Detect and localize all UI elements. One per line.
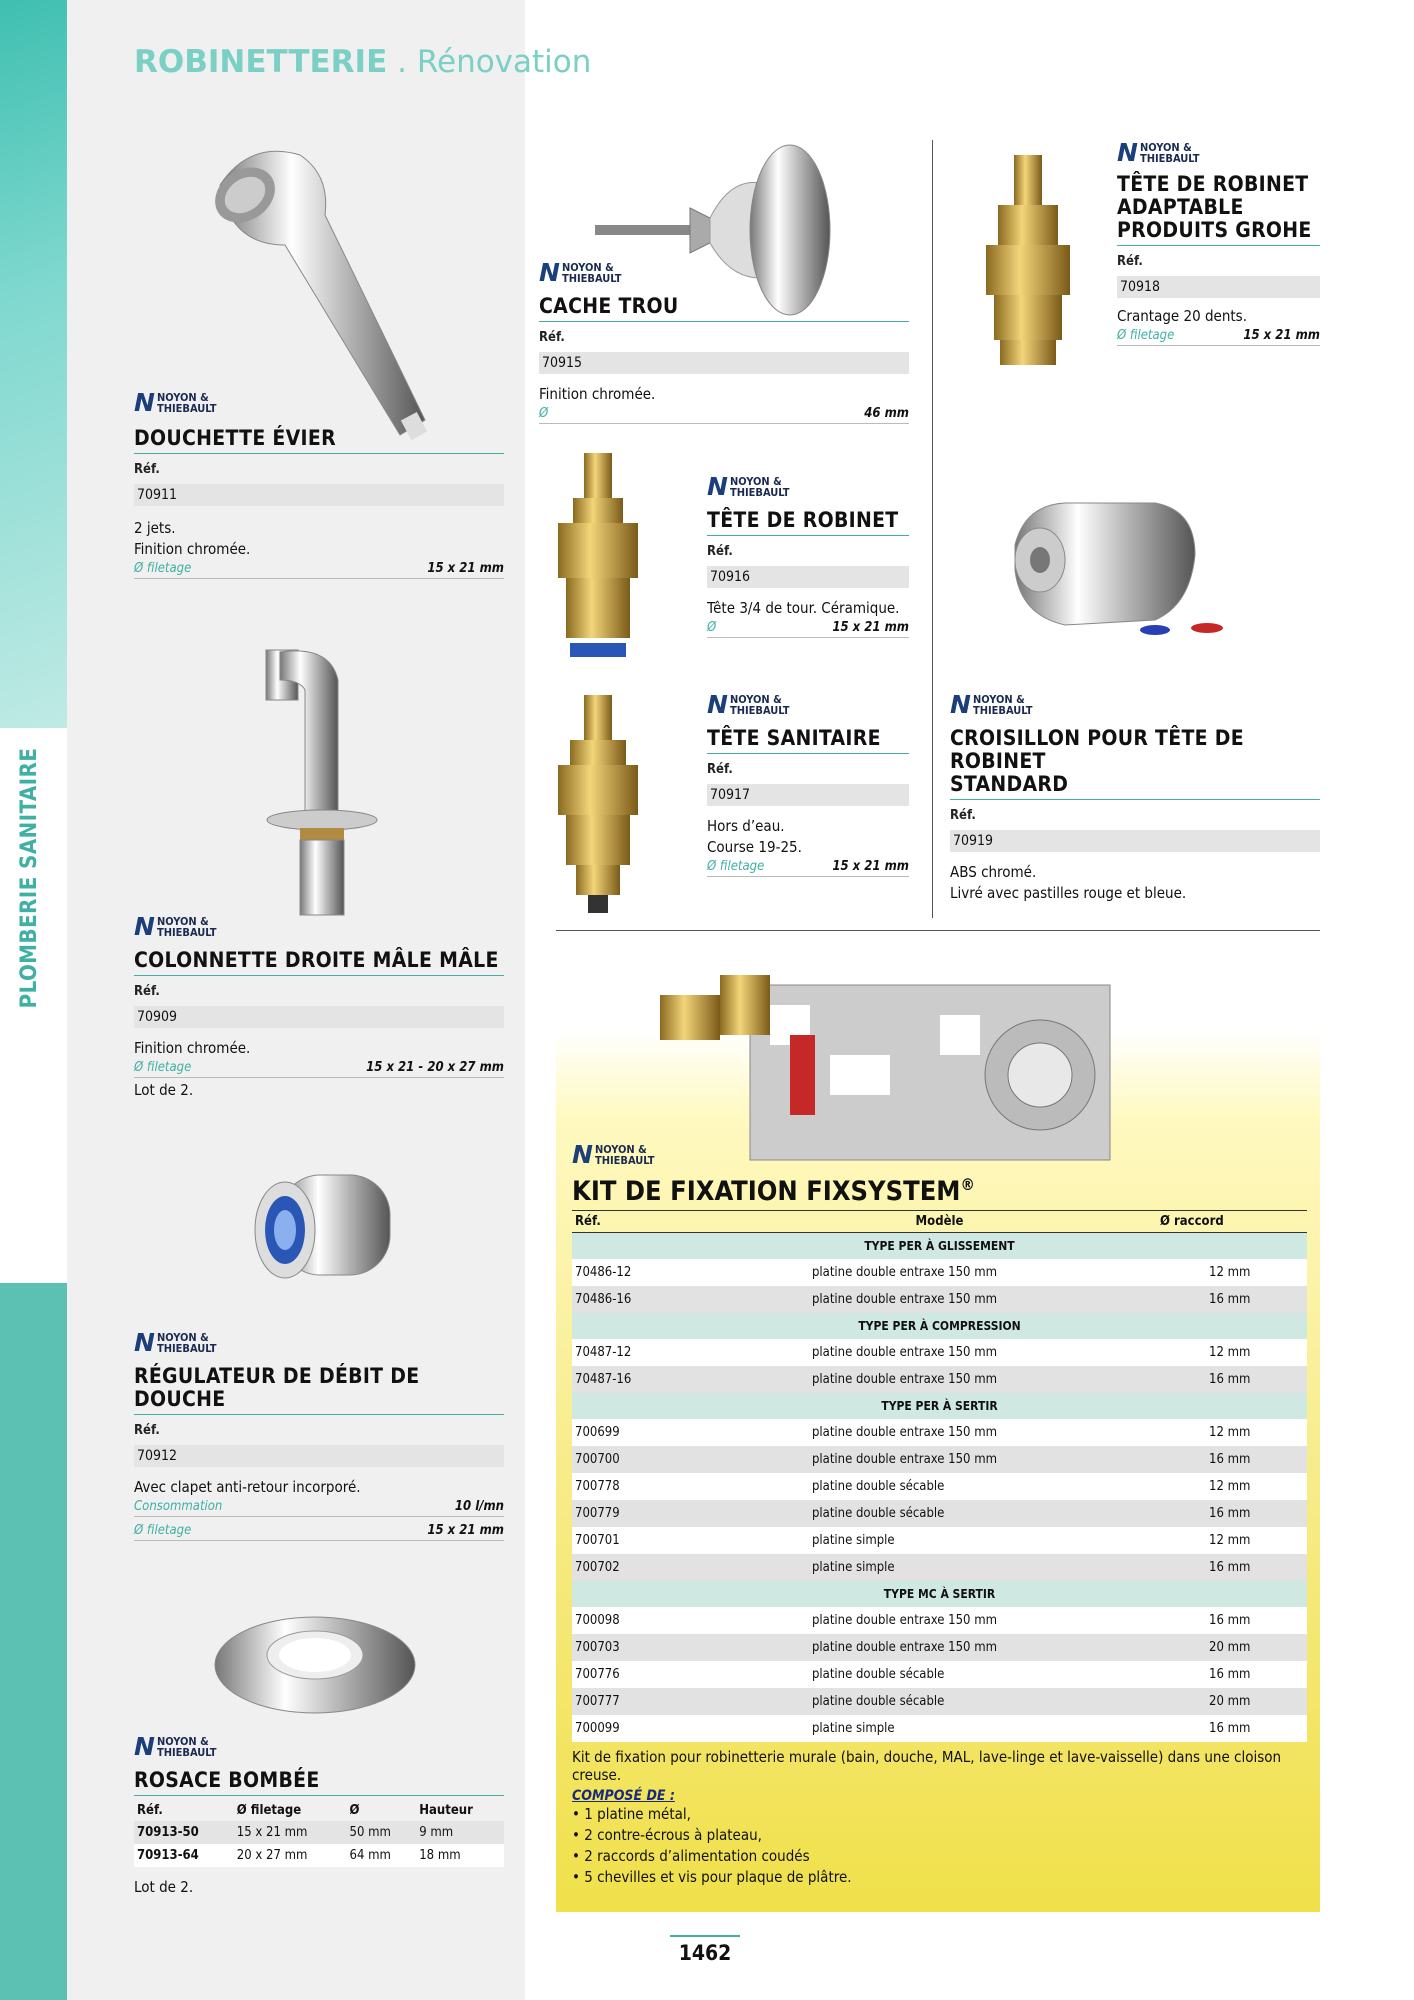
rosace-photo [210, 1600, 420, 1720]
title-line: CROISILLON POUR TÊTE DE ROBINET [950, 726, 1244, 773]
brand-logo [950, 690, 1320, 719]
page-title-main: ROBINETTERIE [134, 44, 388, 80]
kit-items [572, 1804, 1307, 1888]
col-filetage: Ø filetage [236, 1803, 302, 1818]
product-title: ROSACE BOMBÉE [134, 1769, 504, 1796]
croisillon-photo [1005, 495, 1235, 640]
cell: 50 mm [347, 1821, 417, 1844]
cell-modele: platine simple [722, 1715, 1157, 1742]
product-title [1117, 173, 1320, 246]
cell-modele: platine double sécable [722, 1473, 1157, 1500]
spec-row [707, 619, 909, 638]
brand-line2: THIEBAULT [156, 925, 217, 939]
brand-mark: N [134, 388, 153, 417]
spec-key: Ø filetage [134, 561, 192, 576]
rosace-table [134, 1800, 504, 1867]
cell-ref: 700701 [572, 1527, 722, 1554]
spec-value: 15 x 21 mm [832, 620, 909, 635]
spec-key: Ø [539, 406, 549, 421]
brand-logo [539, 258, 909, 287]
page-title [134, 44, 591, 80]
product-title: CACHE TROU [539, 295, 909, 322]
cell-ref: 70486-16 [572, 1286, 722, 1313]
spec-row [1117, 327, 1320, 346]
list-item-text: 2 raccords d’alimentation coudés [584, 1846, 810, 1865]
spec-value: 15 x 21 mm [427, 561, 504, 576]
spec-key: Ø filetage [1117, 328, 1175, 343]
cell-ref: 70487-16 [572, 1366, 722, 1393]
brand-line2: THIEBAULT [1139, 151, 1200, 165]
cell-ref: 700778 [572, 1473, 722, 1500]
colonnette-photo [260, 640, 380, 920]
product-title: RÉGULATEUR DE DÉBIT DE DOUCHE [134, 1365, 504, 1415]
cell-ref: 700702 [572, 1554, 722, 1581]
cell-modele: platine double entraxe 150 mm [722, 1446, 1157, 1473]
cell-raccord: 12 mm [1157, 1339, 1307, 1366]
cell-modele: platine double entraxe 150 mm [722, 1286, 1157, 1313]
kit-block [572, 1140, 1307, 1888]
ref-label: Réf. [539, 330, 565, 345]
spec-value: 10 l/mn [454, 1499, 504, 1514]
cell-ref: 700099 [572, 1715, 722, 1742]
brand-line2: THIEBAULT [729, 485, 790, 499]
colonnette-block [134, 912, 504, 1101]
cell-raccord: 16 mm [1157, 1500, 1307, 1527]
ref-label: Réf. [134, 462, 160, 477]
spec-row [134, 1522, 504, 1541]
brand-line1: NOYON & [729, 692, 782, 706]
cell-raccord: 16 mm [1157, 1607, 1307, 1634]
table-row [572, 1366, 1307, 1393]
product-desc: Hors d’eau. [707, 817, 785, 835]
list-item: • 1 platine métal, [572, 1804, 691, 1823]
list-item-text: 2 contre-écrous à plateau, [584, 1825, 762, 1844]
tete-grohe-photo [978, 150, 1078, 370]
section-label: TYPE PER À COMPRESSION [572, 1313, 1307, 1339]
ref-value: 70915 [539, 352, 909, 374]
spec-key: Ø filetage [707, 859, 765, 874]
ref-value: 70912 [134, 1445, 504, 1467]
spec-value: 15 x 21 - 20 x 27 mm [366, 1060, 504, 1075]
product-desc: Finition chromée. [134, 540, 251, 558]
cell-modele: platine simple [722, 1527, 1157, 1554]
cell-modele: platine double entraxe 150 mm [722, 1259, 1157, 1286]
title-line: STANDARD [950, 772, 1069, 796]
brand-line1: NOYON & [729, 474, 782, 488]
brand-mark: N [1117, 138, 1136, 167]
list-item: • 2 raccords d’alimentation coudés [572, 1846, 810, 1865]
table-section-row [572, 1581, 1307, 1607]
brand-line1: NOYON & [561, 260, 614, 274]
product-title: TÊTE SANITAIRE [707, 727, 909, 754]
cell: 18 mm [416, 1844, 504, 1867]
cell-raccord: 16 mm [1157, 1366, 1307, 1393]
tete-sanitaire-photo [548, 690, 648, 920]
cell-modele: platine double entraxe 150 mm [722, 1339, 1157, 1366]
table-row [572, 1715, 1307, 1742]
product-desc: Avec clapet anti-retour incorporé. [134, 1478, 361, 1496]
col-ref: Réf. [572, 1211, 722, 1233]
cell-ref: 700779 [572, 1500, 722, 1527]
tete-grohe-block [1117, 138, 1320, 346]
cell: 20 x 27 mm [234, 1844, 347, 1867]
brand-line2: THIEBAULT [156, 1745, 217, 1759]
list-item-text: 5 chevilles et vis pour plaque de plâtre. [584, 1867, 852, 1886]
table-row [572, 1473, 1307, 1500]
title-line: TÊTE DE ROBINET [1117, 172, 1309, 196]
cell-ref: 700777 [572, 1688, 722, 1715]
brand-line2: THIEBAULT [729, 703, 790, 717]
ref-value: 70909 [134, 1006, 504, 1028]
spec-row [707, 858, 909, 877]
cell-ref: 70487-12 [572, 1339, 722, 1366]
product-desc: 2 jets. [134, 519, 176, 537]
ref-value: 70919 [950, 830, 1320, 852]
cell-modele: platine double entraxe 150 mm [722, 1607, 1157, 1634]
registered-mark: ® [960, 1175, 975, 1194]
section-label: TYPE PER À GLISSEMENT [572, 1233, 1307, 1259]
product-title: COLONNETTE DROITE MÂLE MÂLE [134, 949, 504, 976]
product-title: TÊTE DE ROBINET [707, 509, 909, 536]
section-label: TYPE MC À SERTIR [572, 1581, 1307, 1607]
cell: 70913-50 [134, 1821, 234, 1844]
cell-raccord: 12 mm [1157, 1419, 1307, 1446]
kit-photo [640, 955, 1120, 1170]
spec-value: 46 mm [864, 406, 909, 421]
cell: 15 x 21 mm [234, 1821, 347, 1844]
brand-logo [707, 472, 909, 501]
spec-key: Ø filetage [134, 1523, 192, 1538]
regulateur-photo [230, 1165, 420, 1295]
table-row [572, 1500, 1307, 1527]
cell-ref: 700098 [572, 1607, 722, 1634]
brand-line1: NOYON & [156, 914, 209, 928]
table-section-row [572, 1313, 1307, 1339]
cell-raccord: 16 mm [1157, 1554, 1307, 1581]
ref-label: Réf. [134, 984, 160, 999]
ref-value: 70911 [134, 484, 504, 506]
brand-line2: THIEBAULT [972, 703, 1033, 717]
cell-ref: 700776 [572, 1661, 722, 1688]
section-label: PLOMBERIE SANITAIRE [17, 747, 42, 1009]
page-number: 1462 [670, 1935, 740, 1965]
douchette-block [134, 388, 504, 579]
ref-label: Réf. [950, 808, 976, 823]
brand-logo [134, 1328, 504, 1357]
cell-modele: platine double entraxe 150 mm [722, 1634, 1157, 1661]
spec-row [539, 405, 909, 424]
cell-raccord: 16 mm [1157, 1446, 1307, 1473]
brand-mark: N [707, 690, 726, 719]
brand-line1: NOYON & [156, 1734, 209, 1748]
brand-line1: NOYON & [594, 1142, 647, 1156]
table-section-row [572, 1233, 1307, 1259]
table-row [572, 1446, 1307, 1473]
row-divider [556, 930, 1320, 931]
cell-modele: platine double sécable [722, 1500, 1157, 1527]
product-desc: ABS chromé. [950, 863, 1037, 881]
col-modele: Modèle [722, 1211, 1157, 1233]
product-desc: Course 19-25. [707, 838, 802, 856]
cell-modele: platine double sécable [722, 1688, 1157, 1715]
ref-value: 70917 [707, 784, 909, 806]
table-section-row [572, 1393, 1307, 1419]
ref-label: Réf. [134, 1423, 160, 1438]
cache-trou-block [539, 258, 909, 424]
table-row [572, 1607, 1307, 1634]
cell-ref: 700699 [572, 1419, 722, 1446]
product-desc: Finition chromée. [539, 385, 656, 403]
ref-label: Réf. [707, 544, 733, 559]
product-desc: Crantage 20 dents. [1117, 307, 1247, 325]
table-header [134, 1800, 504, 1821]
cell-raccord: 20 mm [1157, 1688, 1307, 1715]
cell-modele: platine double entraxe 150 mm [722, 1366, 1157, 1393]
brand-line1: NOYON & [972, 692, 1025, 706]
brand-line2: THIEBAULT [594, 1153, 655, 1167]
cell: 70913-64 [134, 1844, 234, 1867]
brand-line2: THIEBAULT [156, 401, 217, 415]
product-title: DOUCHETTE ÉVIER [134, 427, 504, 454]
brand-line1: NOYON & [1139, 140, 1192, 154]
brand-line2: THIEBAULT [561, 271, 622, 285]
kit-title-text: KIT DE FIXATION FIXSYSTEM [572, 1176, 961, 1207]
product-desc: Lot de 2. [134, 1081, 194, 1099]
cell-ref: 700703 [572, 1634, 722, 1661]
kit-title [572, 1175, 1307, 1211]
column-divider [932, 140, 933, 918]
rosace-block [134, 1732, 504, 1898]
brand-mark: N [134, 912, 153, 941]
brand-logo [134, 912, 504, 941]
table-row [572, 1339, 1307, 1366]
table-row [572, 1259, 1307, 1286]
col-diam: Ø [349, 1803, 360, 1818]
product-desc: Finition chromée. [134, 1039, 251, 1057]
title-line: PRODUITS GROHE [1117, 218, 1312, 242]
croisillon-block [950, 690, 1320, 904]
table-row [572, 1419, 1307, 1446]
cell-raccord: 12 mm [1157, 1527, 1307, 1554]
col-raccord: Ø raccord [1157, 1211, 1307, 1233]
table-row [572, 1554, 1307, 1581]
table-row [572, 1634, 1307, 1661]
tete-sanitaire-block [707, 690, 909, 877]
cell-raccord: 20 mm [1157, 1634, 1307, 1661]
cell-modele: platine double entraxe 150 mm [722, 1419, 1157, 1446]
brand-mark: N [950, 690, 969, 719]
brand-line1: NOYON & [156, 1330, 209, 1344]
table-row [572, 1688, 1307, 1715]
page-title-sub: . Rénovation [387, 44, 592, 80]
sidebar-decoration-top [0, 0, 67, 728]
brand-logo [134, 388, 504, 417]
regulateur-block [134, 1328, 504, 1541]
ref-label: Réf. [707, 762, 733, 777]
list-item-text: 1 platine métal, [584, 1804, 691, 1823]
cell-modele: platine simple [722, 1554, 1157, 1581]
brand-line1: NOYON & [156, 390, 209, 404]
table-row [134, 1844, 504, 1867]
spec-row [134, 1498, 504, 1517]
spec-row [134, 1059, 504, 1078]
section-label: TYPE PER À SERTIR [572, 1393, 1307, 1419]
brand-mark: N [572, 1140, 591, 1169]
title-line: ADAPTABLE [1117, 195, 1244, 219]
cell-raccord: 16 mm [1157, 1286, 1307, 1313]
brand-mark: N [134, 1732, 153, 1761]
product-desc: Tête 3/4 de tour. Céramique. [707, 599, 900, 617]
spec-value: 15 x 21 mm [832, 859, 909, 874]
cell-ref: 70486-12 [572, 1259, 722, 1286]
list-item: • 5 chevilles et vis pour plaque de plâtre. [572, 1867, 852, 1886]
cell-raccord: 16 mm [1157, 1661, 1307, 1688]
brand-logo [572, 1140, 1307, 1169]
brand-line2: THIEBAULT [156, 1341, 217, 1355]
col-hauteur: Hauteur [419, 1803, 473, 1818]
table-row [572, 1527, 1307, 1554]
tete-robinet-block [707, 472, 909, 638]
cell-raccord: 12 mm [1157, 1259, 1307, 1286]
spec-value: 15 x 21 mm [1243, 328, 1320, 343]
spec-value: 15 x 21 mm [427, 1523, 504, 1538]
tete-robinet-photo [548, 448, 648, 668]
table-row [572, 1286, 1307, 1313]
kit-compose-label: COMPOSÉ DE : [572, 1787, 675, 1804]
product-title [950, 727, 1320, 800]
ref-value: 70918 [1117, 276, 1320, 298]
list-item: • 2 contre-écrous à plateau, [572, 1825, 762, 1844]
table-row [572, 1661, 1307, 1688]
product-desc: Livré avec pastilles rouge et bleue. [950, 884, 1187, 902]
cell-ref: 700700 [572, 1446, 722, 1473]
brand-mark: N [539, 258, 558, 287]
spec-key: Ø [707, 620, 717, 635]
spec-key: Consommation [134, 1499, 223, 1514]
brand-mark: N [707, 472, 726, 501]
brand-logo [707, 690, 909, 719]
sidebar-decoration-bottom [0, 1283, 67, 2000]
brand-mark: N [134, 1328, 153, 1357]
cell-modele: platine double sécable [722, 1661, 1157, 1688]
table-header [572, 1211, 1307, 1233]
brand-logo [134, 1732, 504, 1761]
cell: 64 mm [347, 1844, 417, 1867]
spec-key: Ø filetage [134, 1060, 192, 1075]
cell: 9 mm [416, 1821, 504, 1844]
kit-table [572, 1211, 1307, 1742]
brand-logo [1117, 138, 1320, 167]
kit-desc: Kit de fixation pour robinetterie murale (bain, douche, MAL, lave-linge et lave-vaisselle) dans une cloison creuse. [572, 1747, 1282, 1784]
col-ref: Réf. [137, 1803, 163, 1818]
ref-value: 70916 [707, 566, 909, 588]
spec-row [134, 560, 504, 579]
table-row [134, 1821, 504, 1844]
product-desc: Lot de 2. [134, 1878, 194, 1896]
ref-label: Réf. [1117, 254, 1143, 269]
cell-raccord: 12 mm [1157, 1473, 1307, 1500]
cell-raccord: 16 mm [1157, 1715, 1307, 1742]
